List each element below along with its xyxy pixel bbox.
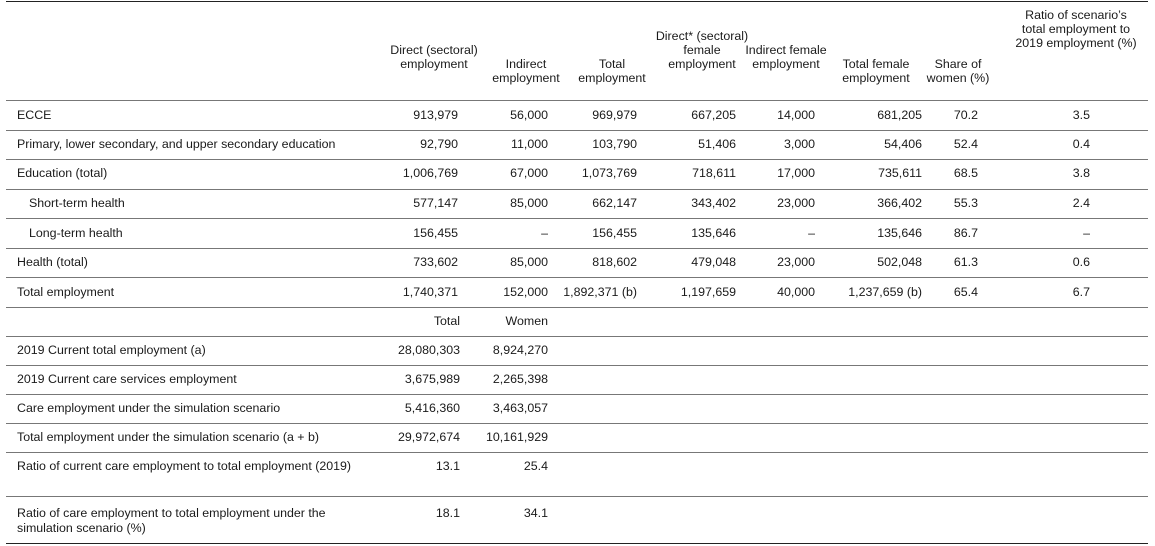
row-label: Care employment under the simulation scenario [17,401,281,415]
cell-ratio: – [1083,226,1090,240]
cell-indirect-female: 14,000 [777,108,815,122]
col-header-ratio: Ratio of scenario’s total employment to 2019 employment (%) [1015,8,1137,50]
cell-ratio: 0.4 [1072,137,1090,151]
cell-direct: 92,790 [420,137,458,151]
cell-share: 61.3 [953,255,978,269]
col-header-total: Total employment [578,57,646,85]
cell-indirect-female: 17,000 [777,166,815,180]
col-header-total-female: Total female employment [842,57,910,85]
cell-total: 1,073,769 [581,166,637,180]
lower-col-header-women: Women [505,314,548,328]
cell-total: 28,080,303 [397,343,460,357]
cell-ratio: 3.5 [1072,108,1090,122]
cell-total-female: 54,406 [884,137,922,151]
cell-total: 18.1 [435,506,460,520]
cell-ratio: 2.4 [1072,196,1090,210]
cell-total-female: 1,237,659 (b) [848,285,922,299]
cell-ratio: 0.6 [1072,255,1090,269]
cell-indirect-female: 23,000 [777,255,815,269]
cell-share: 68.5 [953,166,978,180]
employment-table [6,0,1148,546]
cell-total: 969,979 [592,108,637,122]
row-rule [6,248,1148,249]
cell-total-female: 502,048 [877,255,922,269]
row-rule [6,277,1148,278]
cell-direct: 156,455 [413,226,458,240]
cell-direct-female: 51,406 [698,137,736,151]
row-rule [6,130,1148,131]
cell-women: 10,161,929 [485,430,548,444]
row-label: Short-term health [29,196,125,210]
row-label: Long-term health [29,226,123,240]
cell-share: 55.3 [953,196,978,210]
col-header-share-women: Share of women (%) [926,57,990,85]
cell-indirect: 11,000 [511,137,548,151]
row-label: Primary, lower secondary, and upper secondary education [17,137,336,151]
cell-total: 818,602 [592,255,637,269]
row-label: 2019 Current care services employment [17,372,237,386]
cell-indirect: 85,000 [510,196,548,210]
col-header-direct: Direct (sectoral) employment [390,43,478,71]
cell-direct-female: 343,402 [691,196,736,210]
cell-total-female: 681,205 [877,108,922,122]
row-label: Total employment [17,285,115,299]
row-label: Health (total) [17,255,88,269]
cell-women: 25.4 [523,459,548,473]
cell-direct: 577,147 [413,196,458,210]
row-label: Ratio of care employment to total employment under the simulation scenario (%) [17,506,326,535]
row-rule [6,423,1148,424]
row-rule [6,307,1148,308]
cell-indirect: – [541,226,548,240]
row-rule [6,394,1148,395]
row-label: 2019 Current total employment (a) [17,343,206,357]
cell-direct-female: 667,205 [691,108,736,122]
cell-total: 1,892,371 (b) [563,285,637,299]
cell-indirect-female: 3,000 [783,137,815,151]
col-header-indirect: Indirect employment [492,57,560,85]
row-label: ECCE [17,108,52,122]
row-label: Ratio of current care employment to total employment (2019) [17,459,352,473]
cell-total: 5,416,360 [404,401,460,415]
cell-share: 86.7 [953,226,978,240]
cell-direct: 733,602 [413,255,458,269]
cell-direct-female: 479,048 [691,255,736,269]
cell-total-female: 735,611 [878,166,922,180]
cell-indirect: 152,000 [503,285,548,299]
lower-col-header-total: Total [433,314,460,328]
cell-direct-female: 718,611 [692,166,736,180]
cell-direct: 1,740,371 [402,285,458,299]
row-rule [6,452,1148,453]
row-rule [6,189,1148,190]
cell-direct: 1,006,769 [402,166,458,180]
cell-total-female: 366,402 [877,196,922,210]
cell-women: 2,265,398 [492,372,548,386]
cell-total: 3,675,989 [404,372,460,386]
cell-indirect-female: 23,000 [777,196,815,210]
cell-direct: 913,979 [413,108,458,122]
col-header-indirect-female: Indirect female employment [745,43,827,71]
cell-indirect-female: 40,000 [777,285,815,299]
cell-women: 34.1 [523,506,548,520]
cell-total: 662,147 [592,196,637,210]
cell-direct-female: 1,197,659 [680,285,736,299]
cell-women: 3,463,057 [492,401,548,415]
row-label: Education (total) [17,166,108,180]
table-top-rule [6,1,1148,2]
row-rule [6,365,1148,366]
cell-total: 13.1 [435,459,460,473]
cell-total: 29,972,674 [397,430,460,444]
row-label: Total employment under the simulation scenario (a + b) [17,430,320,444]
cell-share: 65.4 [953,285,978,299]
table-bottom-rule [6,543,1148,544]
row-rule [6,496,1148,497]
cell-total-female: 135,646 [877,226,922,240]
cell-total: 156,455 [592,226,637,240]
cell-ratio: 6.7 [1072,285,1090,299]
cell-indirect: 67,000 [510,166,548,180]
row-rule [6,336,1148,337]
cell-direct-female: 135,646 [691,226,736,240]
cell-women: 8,924,270 [492,343,548,357]
header-rule [6,100,1148,101]
row-rule [6,159,1148,160]
cell-share: 70.2 [953,108,978,122]
cell-indirect: 56,000 [510,108,548,122]
row-rule [6,218,1148,219]
cell-ratio: 3.8 [1072,166,1090,180]
cell-indirect: 85,000 [510,255,548,269]
cell-share: 52.4 [953,137,978,151]
cell-indirect-female: – [808,226,815,240]
col-header-direct-female: Direct* (sectoral) female employment [655,29,749,71]
cell-total: 103,790 [592,137,637,151]
